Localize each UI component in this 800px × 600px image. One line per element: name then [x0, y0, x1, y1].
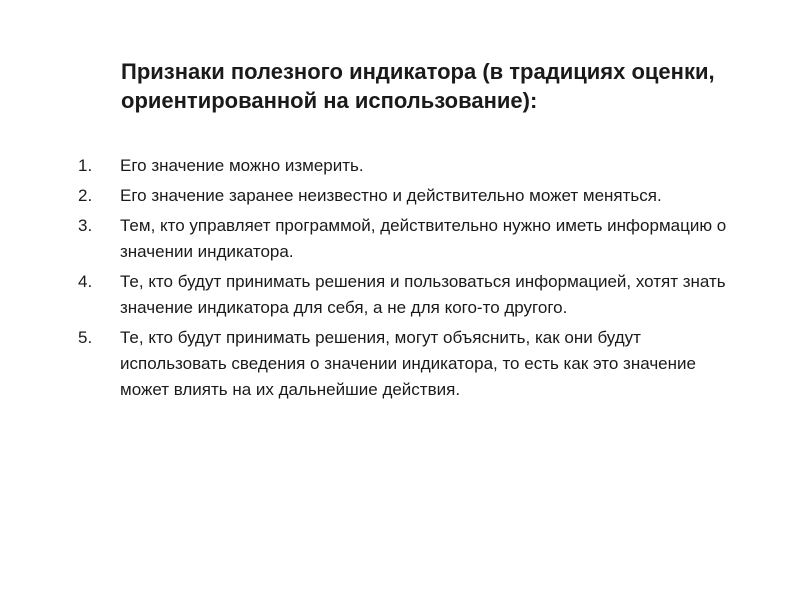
list-item: [0, 153, 740, 179]
list-item: [0, 269, 740, 321]
list-item-number: 1.: [78, 156, 93, 175]
list-item-text: Те, кто будут принимать решения, могут объяснить, как они будут использовать сведения о значении индикатора, то есть как это значение может влиять на их дальнейшие действия.: [120, 328, 696, 399]
list-item: [0, 325, 740, 403]
slide-title: Признаки полезного индикатора (в традициях оценки, ориентированной на использование):: [121, 59, 715, 113]
list-item-text: Те, кто будут принимать решения и пользоваться информацией, хотят знать значение индикатора для себя, а не для кого-то другого.: [120, 272, 726, 317]
list-item: [0, 183, 740, 209]
list-item-text: Тем, кто управляет программой, действительно нужно иметь информацию о значении индикатора.: [120, 216, 727, 261]
list-item-text: Его значение заранее неизвестно и действительно может меняться.: [120, 186, 662, 205]
list-item-number: 4.: [78, 272, 93, 291]
list-item-number: 5.: [78, 328, 93, 347]
criteria-list: [0, 153, 800, 407]
list-item-number: 3.: [78, 216, 93, 235]
list-item-text: Его значение можно измерить.: [120, 156, 364, 175]
list-item-number: 2.: [78, 186, 93, 205]
list-item: [0, 213, 740, 265]
